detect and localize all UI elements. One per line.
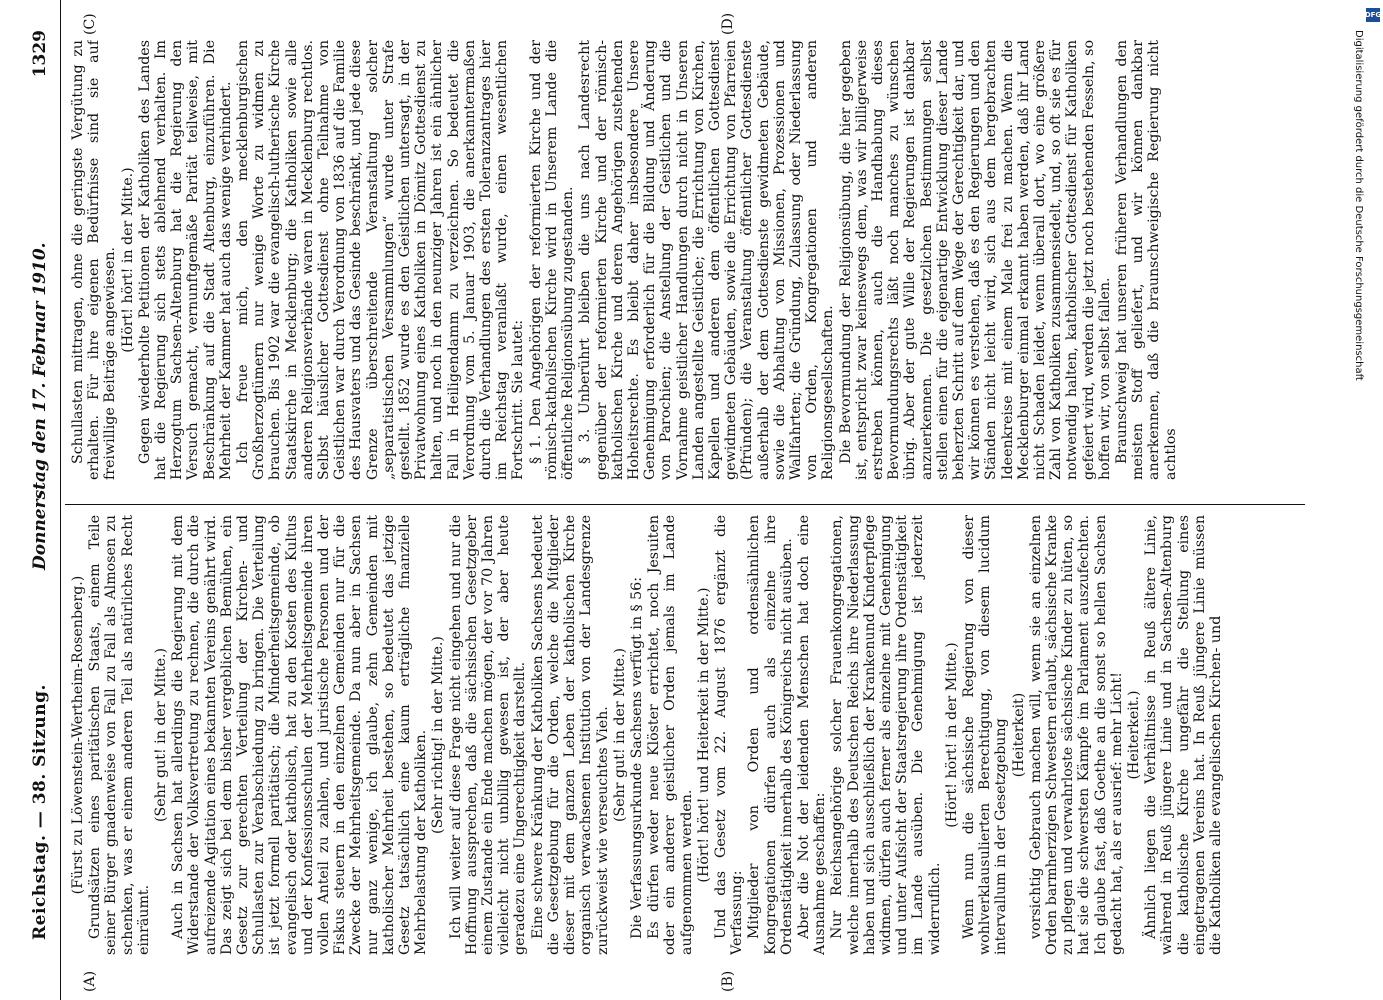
paragraph: (Hört! hört! in der Mitte.)	[119, 167, 136, 353]
paragraph: vorsichtig Gebrauch machen will, wenn sie an einzelnen Orden barmherzigen Schwestern erlaubt, sächsische Kranke zu pflegen und verwahrloste sächsische Kinder zu hüten, so hat sie die schwersten Kämpfe im Parlament auszufechten. Ich glaube fast, daß Goethe an die sonst so hellen Sachsen gedacht hat, als er ausrief: mehr Licht!	[1027, 515, 1125, 955]
right-column	[70, 40, 1305, 480]
paragraph: (Hört! hört! und Heiterkeit in der Mitte.)	[695, 587, 712, 883]
paragraph: Es dürfen weder neue Klöster errichtet, noch Jesuiten oder ein anderer geistlicher Orden jemals im Lande aufgenommen werden.	[646, 515, 695, 955]
page-number: 1329	[30, 30, 50, 78]
paragraph: (Sehr richtig! in der Mitte.)	[430, 636, 447, 834]
paragraph: (Heiterkeit.)	[1126, 690, 1142, 780]
paragraph: (Sehr gut! in der Mitte.)	[153, 647, 170, 823]
page-header	[20, 0, 61, 1000]
margin-mark-c: (C)	[82, 13, 98, 35]
rotated-page	[20, 0, 1320, 1000]
paragraph: Wenn nun die sächsische Regierung von dieser wohlverklausulierten Berechtigung, von diesem lucidum intervallum in der Gesetzgebung	[960, 515, 1010, 955]
paragraph: (Heiterkeit)	[1010, 692, 1027, 778]
dfg-logo: DFG	[1366, 8, 1380, 22]
paragraph: Ähnlich liegen die Verhältnisse in Reuß ältere Linie, während in Reuß jüngere Linie und in Sachsen-Altenburg die katholische Kirche ungefähr die Stellung eines eingetragenen Vereins hat. In Reuß jüngere Linie müssen die Katholiken alle evangelischen Kirchen- und	[1143, 515, 1225, 955]
paragraph: Grundsätzen eines paritätischen Staats, einem Teile seiner Bürger gnadenweise von Fall zu Fall als Almosen zu schenken, was er einem anderen Teil als natürliches Recht einräumt.	[87, 515, 152, 955]
paragraph: (Hört! hört! in der Mitte.)	[943, 642, 960, 828]
paragraph: Und das Gesetz vom 22. August 1876 ergänzt die Verfassung:	[712, 515, 746, 955]
paragraph: Ich will weiter auf diese Frage nicht eingehen und nur die Hoffnung aussprechen, daß die sächsischen Gesetzgeber einem Zustande ein Ende machen mögen, der vor 70 Jahren vielleicht nicht unbillig gewesen ist, der aber heute geradezu eine Ungerechtigkeit darstellt.	[447, 515, 529, 955]
paragraph: Ich freue mich, den mecklenburgischen Großherzogtümern nur wenige Worte zu widmen zu brauchen. Bis 1902 war die evangelisch-lutherische Kirche Staatskirche in Mecklenburg; die Katholiken sowie alle anderen Religionsverbände waren in Mecklenburg rechtlos. Selbst häuslicher Gottesdienst ohne Teilnahme von Geistlichen war durch Verordnung von 1836 auf die Familie des Hausvaters und das Gesinde beschränkt, und jede diese Grenze überschreitende Veranstaltung solcher „separatistischen Versammlungen“ wurde unter Strafe gestellt. 1852 wurde es den Geistlichen untersagt, in der Privatwohnung eines Katholiken in Dömitz Gottesdienst zu halten, und noch in den neunziger Jahren ist ein ähnlicher Fall in Heiligendamm zu verzeichnen. So bedeutet die Verordnung vom 5. Januar 1903, die anerkanntermaßen durch die Verhandlungen des ersten Toleranzantrages hier im Reichstag veranlaßt wurde, einen wesentlichen Fortschritt. Sie lautet:	[235, 40, 527, 480]
paragraph: Eine schwere Kränkung der Katholiken Sachsens bedeutet die Gesetzgebung für die Orden, welche die Mitglieder dieser mit dem ganzen Leben der katholischen Kirche organisch verwachsenen Institution von der Landesgrenze zurückweist wie verseuchtes Vieh.	[529, 515, 611, 955]
paragraph: Mitglieder von Orden und ordensähnlichen Kongregationen dürfen auch als einzelne ihre Ordenstätigkeit innerhalb des Königreichs nicht ausüben.	[746, 515, 795, 955]
margin-mark-a: (A)	[82, 970, 98, 992]
column-divider	[65, 504, 1305, 505]
paragraph: Auch in Sachsen hat allerdings die Regierung mit dem Widerstande der Volksvertretung zu rechnen, die durch die aufreizende Agitation eines bekannten Vereins genährt wird. Das zeigt sich bei dem bisher vergeblichen Bemühen, ein Gesetz zur gerechten Verteilung der Kirchen- und Schullasten zur Verabschiedung zu bringen. Die Verteilung ist jetzt formell paritätisch; die Minderheitsgemeinde, ob evangelisch oder katholisch, hat zu den Kosten des Kultus und der Konfessionsschulen der Mehrheitsgemeinde ihren vollen Anteil zu zahlen, und juristische Personen und der Fiskus steuern in den einzelnen Gemeinden nur für die Zwecke der Mehrheitsgemeinde. Da nun aber in Sachsen nur ganz wenige, ich glaube, zehn Gemeinden mit katholischer Mehrheit bestehen, so bedeutet das jetzige Gesetz tatsächlich eine kaum erträgliche finanzielle Mehrbelastung der Katholiken.	[170, 515, 430, 955]
paragraph: Die Bevormundung der Religionsübung, die hier gegeben ist, entspricht zwar keineswegs dem, was wir billigerweise erstreben können, auch die Handhabung dieses Bevormundungsrechts läßt noch manches zu wünschen übrig. Aber der gute Wille der Regierungen ist dankbar anzuerkennen. Die gesetzlichen Bestimmungen selbst stellen einen für die eigenartige Entwicklung dieser Lande beherzten Schritt auf dem Wege der Gerechtigkeit dar, und wir können es verstehen, daß es den Regierungen und den Ständen nicht leicht wird, sich aus dem hergebrachten Ideenkreise mit einem Male frei zu machen. Wenn die Mecklenburger einmal erkannt haben werden, daß ihr Land nicht Schaden leidet, wenn überall dort, wo eine größere Zahl von Katholiken zusammensiedelt, und, so oft sie es für notwendig halten, katholischer Gottesdienst für Katholiken gefeiert wird, werden die jetzt noch bestehenden Fesseln, so hoffen wir, von selbst fallen.	[837, 40, 1113, 480]
margin-mark-b: (B)	[720, 970, 736, 992]
paragraph: (Fürst zu Löwenstein-Wertheim-Rosenberg.)	[70, 575, 86, 895]
paragraph: Gegen wiederholte Petitionen der Katholiken des Landes hat die Regierung sich stets ablehnend verhalten. Im Herzogtum Sachsen-Altenburg hat die Regierung den Versuch gemacht, vernunftgemäße Parität teilweise, mit Beschränkung auf die Stadt Altenburg, einzuführen. Die Mehrheit der Kammer hat auch das wenige verhindert.	[136, 40, 234, 480]
paragraph: (Sehr gut! in der Mitte.)	[611, 647, 628, 823]
paragraph: Die Verfassungsurkunde Sachsens verfügt in § 56:	[628, 577, 645, 939]
paragraph: Schullasten mittragen, ohne die geringste Vergütung zu erhalten. Für ihre eigenen Bedürfnisse sind sie auf freiwillige Beiträge angewiesen.	[70, 40, 119, 480]
header-date: Donnerstag den 17. Februar 1910.	[30, 242, 50, 570]
paragraph: § 3. Unberührt bleiben die uns nach Landesrecht gegenüber der reformierten Kirche und der römisch-katholischen Kirche und deren Angehörigen zustehenden Hoheitsrechte. Es bleibt daher insbesondere Unsere Genehmigung erforderlich für die Bildung und Änderung von Parochien; die Anstellung der Geistlichen und die Vornahme geistlicher Handlungen durch nicht in Unseren Landen angestellte Geistliche; die Errichtung von Kirchen, Kapellen und anderen dem öffentlichen Gottesdienst gewidmeten Gebäuden, sowie die Errichtung von Pfarreien (Pfründen); die Veranstaltung öffentlicher Gottesdienste außerhalb der dem Gottesdienste gewidmeten Gebäude, sowie die Abhaltung von Missionen, Prozessionen und Wallfahrten; die Gründung, Zulassung oder Niederlassung von Orden, Kongregationen und anderen Religionsgesellschaften.	[577, 40, 837, 480]
paragraph: Nur Reichsangehörige solcher Frauenkongregationen, welche innerhalb des Deutschen Reichs ihre Niederlassung haben und sich ausschließlich der Krankenund Kinderpflege widmen, dürfen auch ferner als einzelne mit Genehmigung und unter Aufsicht der Staatsregierung ihre Ordenstätigkeit im Lande ausüben. Die Genehmigung ist jederzeit widerruflich.	[829, 515, 943, 955]
digitization-credit: Digitalisierung gefördert durch die Deutsche Forschungsgemeinschaft	[1353, 30, 1364, 381]
left-column	[70, 515, 1305, 955]
margin-mark-d: (D)	[720, 12, 736, 35]
paragraph: § 1. Den Angehörigen der reformierten Kirche und der römisch-katholischen Kirche wird in Unserem Lande die öffentliche Religionsübung zugestanden.	[527, 40, 577, 480]
header-session: Reichstag. — 38. Sitzung.	[30, 684, 50, 940]
paragraph: Braunschweig hat unseren früheren Verhandlungen den meisten Stoff geliefert, und wir können dankbar anerkennen, daß die braunschweigische Regierung nicht achtlos	[1114, 40, 1179, 480]
paragraph: Aber die Not der leidenden Menschen hat doch eine Ausnahme geschaffen:	[795, 515, 829, 955]
